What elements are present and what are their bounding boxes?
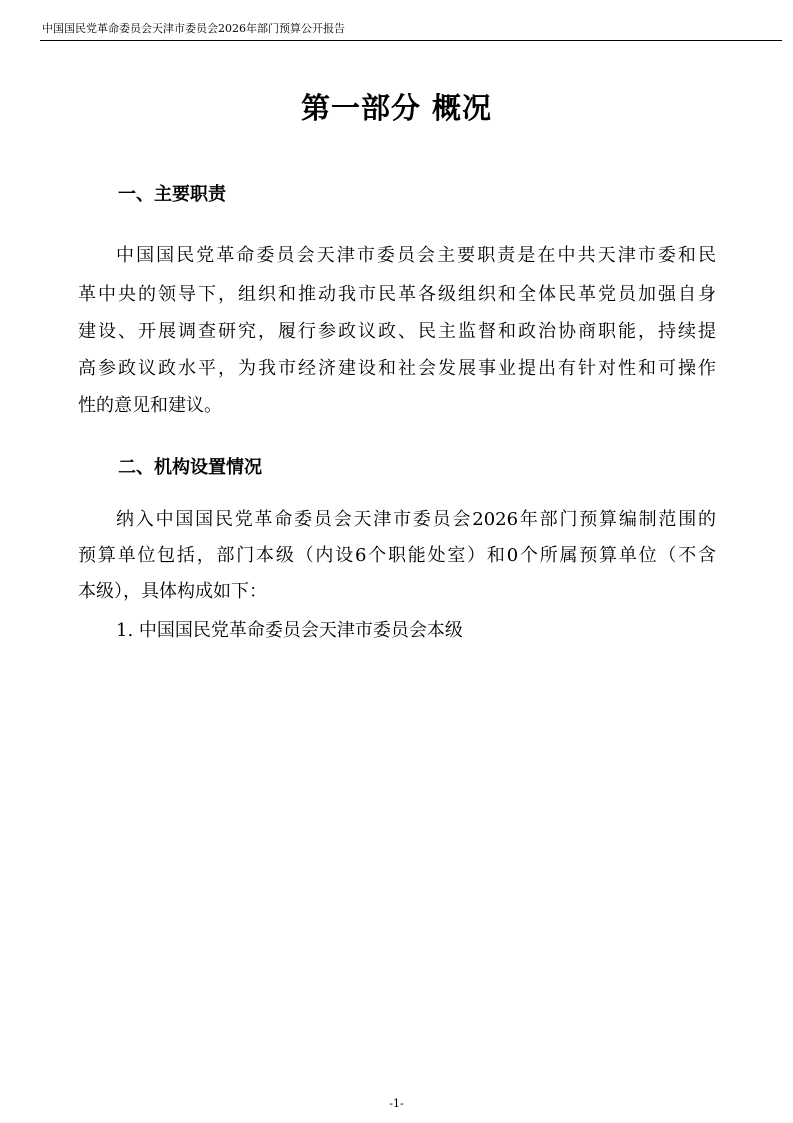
paragraph-line: 中国国民党革命委员会天津市委员会主要职责是在中共天津市委和民 [116,245,716,266]
list-item: 1. 中国国民党革命委员会天津市委员会本级 [116,620,463,641]
paragraph-line: 革中央的领导下，组织和推动我市民革各级组织和全体民革党员加强自身 [78,284,716,305]
header-divider [40,40,782,41]
paragraph-line: 预算单位包括，部门本级（内设6个职能处室）和0个所属预算单位（不含 [78,545,716,566]
paragraph-line: 纳入中国国民党革命委员会天津市委员会2026年部门预算编制范围的 [116,509,716,530]
paragraph-line: 性的意见和建议。 [78,395,222,416]
paragraph-line: 高参政议政水平，为我市经济建设和社会发展事业提出有针对性和可操作 [78,358,716,379]
section-heading-responsibilities: 一、主要职责 [118,184,226,205]
page-title: 第一部分 概况 [300,91,493,125]
paragraph-line: 建设、开展调查研究，履行参政议政、民主监督和政治协商职能，持续提 [78,321,716,342]
running-header: 中国国民党革命委员会天津市委员会2026年部门预算公开报告 [42,22,345,35]
paragraph-line: 本级），具体构成如下： [78,581,267,602]
section-heading-organization: 二、机构设置情况 [118,457,262,478]
page-number: -1- [389,1097,404,1110]
